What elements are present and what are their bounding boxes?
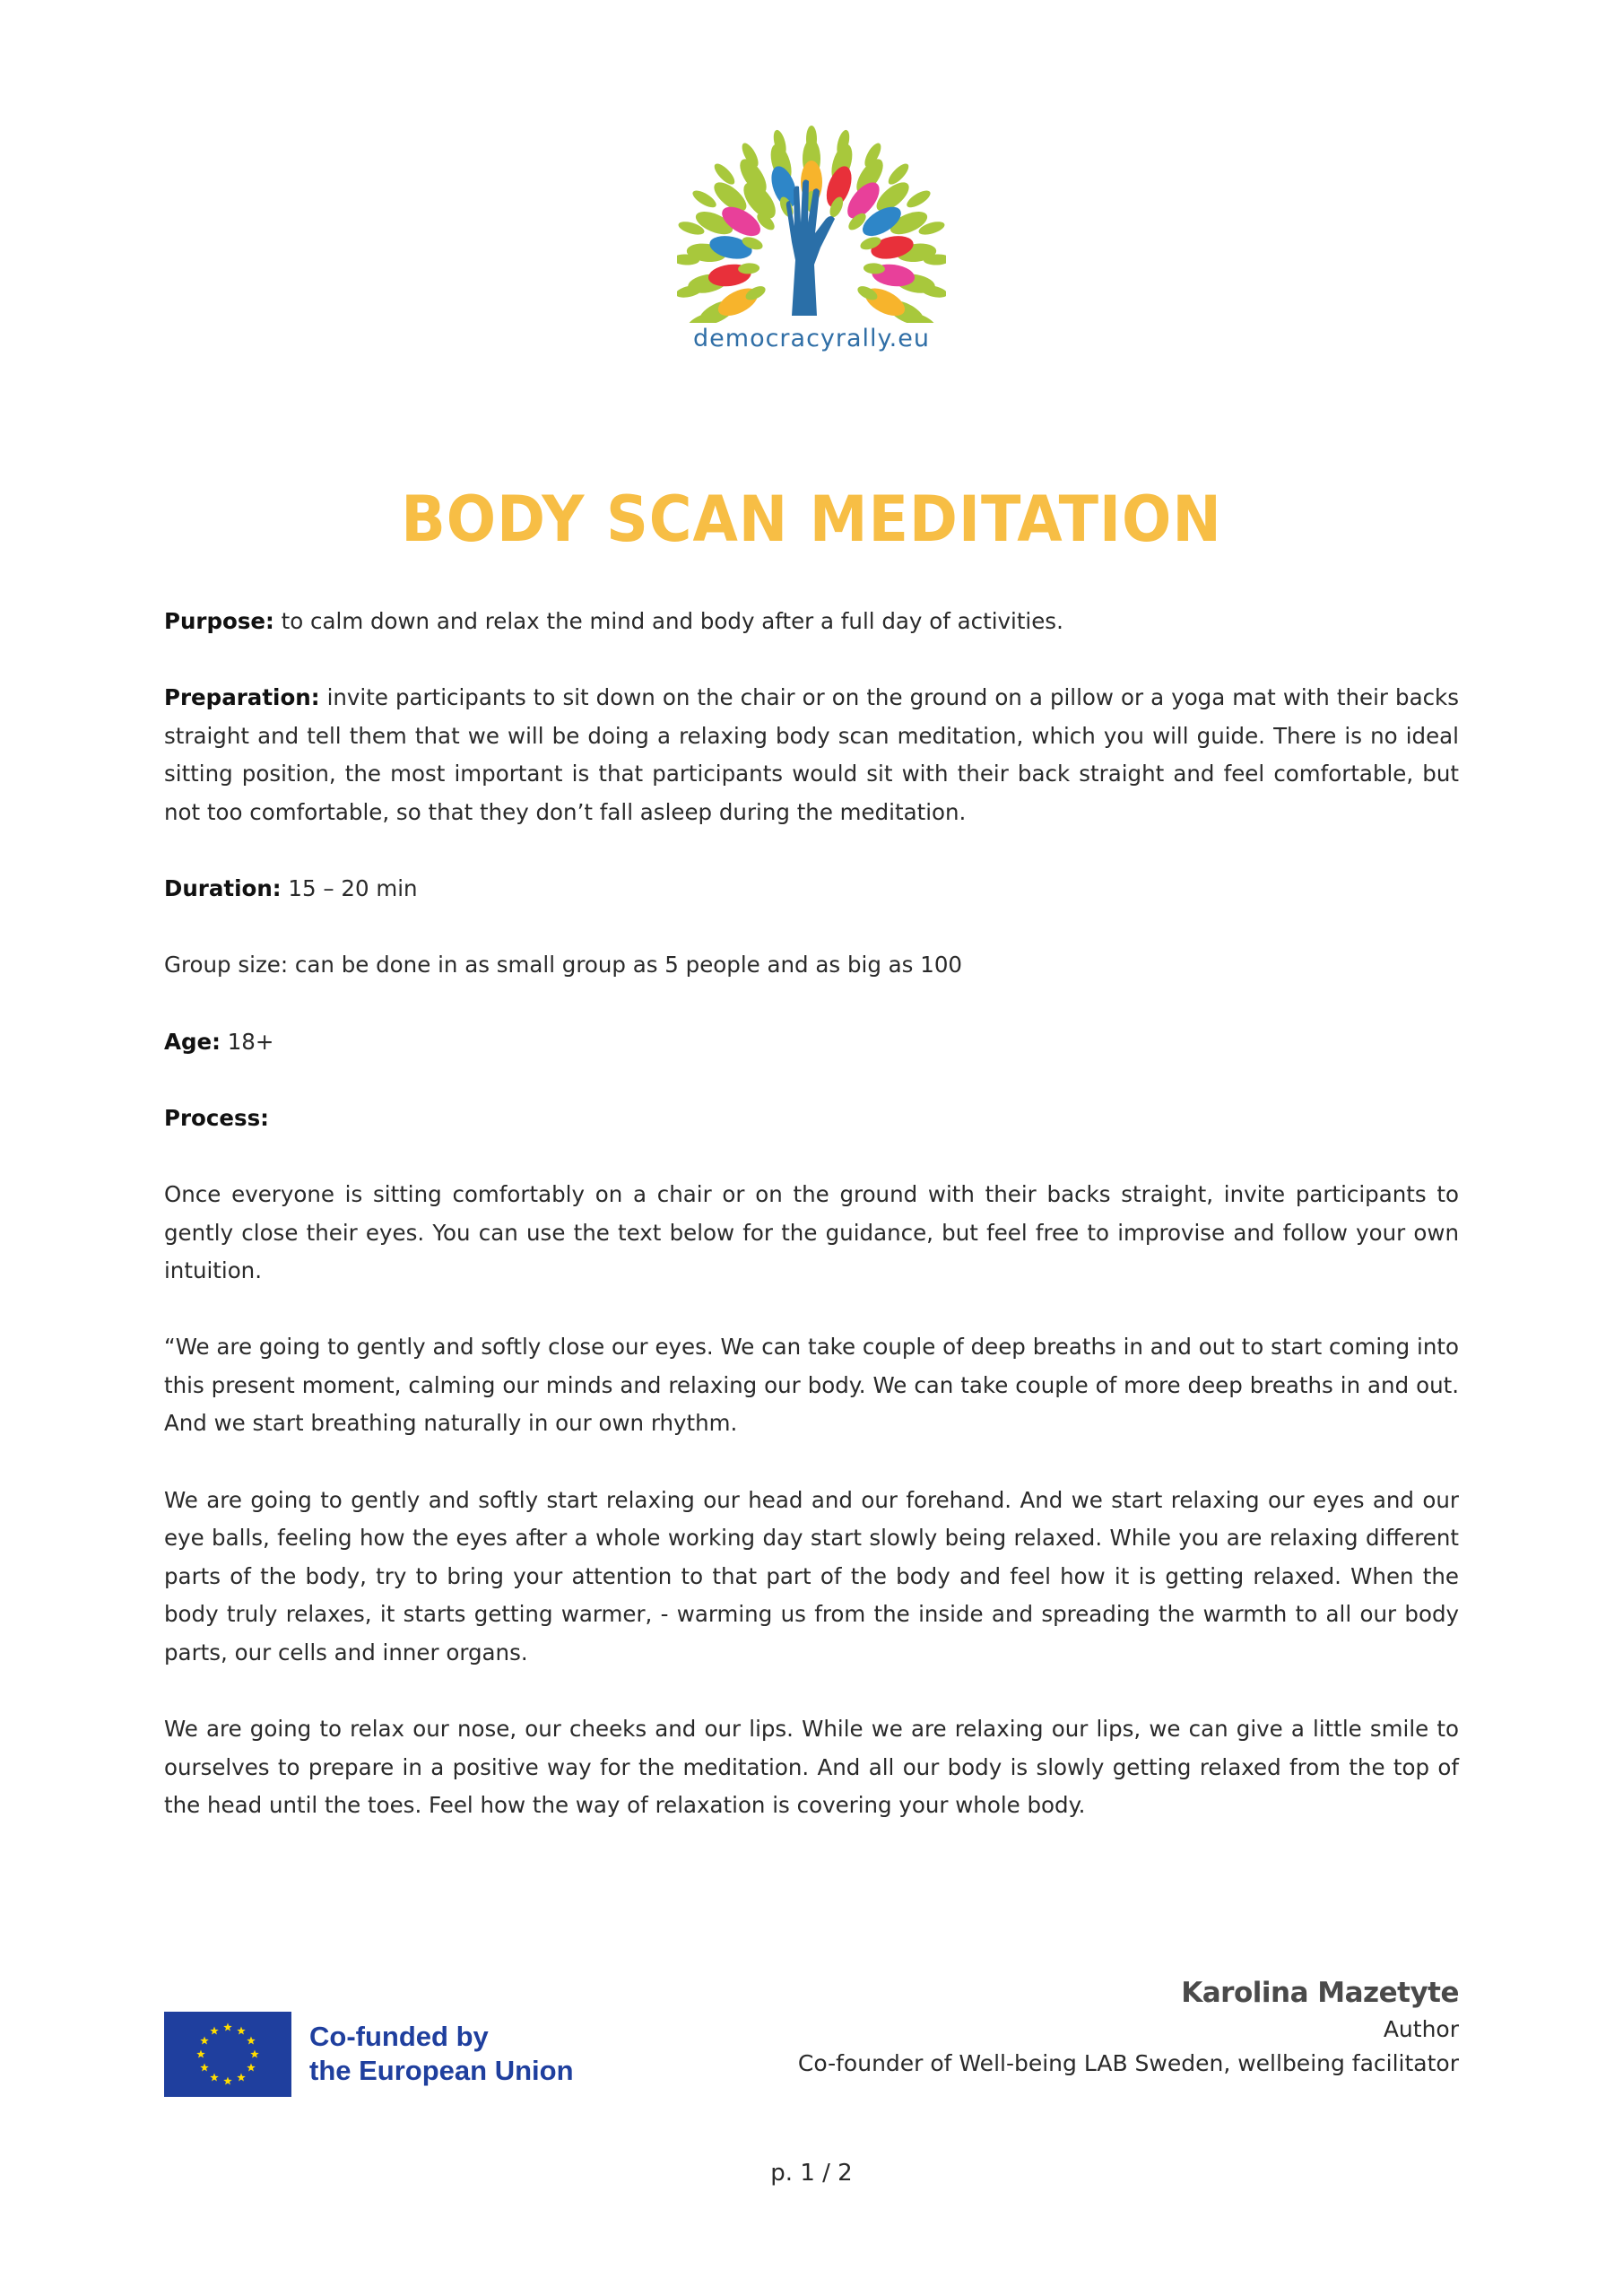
purpose-value: to calm down and relax the mind and body after a full day of activities. xyxy=(273,608,1063,634)
duration-value: 15 – 20 min xyxy=(281,875,418,902)
duration-field xyxy=(164,870,1459,909)
preparation-field xyxy=(164,679,1459,831)
author-name: Karolina Mazetyte xyxy=(1181,1977,1459,2009)
eu-line-2: the European Union xyxy=(309,2055,574,2086)
author-block xyxy=(798,1973,1459,2081)
eu-cofunded-text xyxy=(309,2020,574,2088)
eu-cofunded-badge xyxy=(164,2011,574,2097)
eu-line-1: Co-funded by xyxy=(309,2021,489,2052)
process-paragraph: We are going to gently and softly start relaxing our head and our forehand. And we start relaxing our eyes and our eye balls, feeling how the eyes after a whole working day start slowly being relaxed. While you are relaxing different parts of the body, try to bring your attention to that part of the body and feel how it is getting relaxed. When the body truly relaxes, it starts getting warmer, - warming us from the inside and spreading the warmth to all our body parts, our cells and inner organs. xyxy=(164,1486,1459,1666)
preparation-label: Preparation: xyxy=(164,684,320,711)
purpose-label: Purpose: xyxy=(164,608,274,634)
document-body xyxy=(164,603,1459,1864)
process-paragraph: We are going to relax our nose, our cheeks and our lips. While we are relaxing our lips, we can give a little smile to ourselves to prepare in a positive way for the meditation. And all our body is slowly getting relaxed from the top of the head until the toes. Feel how the way of relaxation is covering your whole body. xyxy=(164,1716,1459,1819)
age-label: Age: xyxy=(164,1028,221,1055)
democracyrally-logo xyxy=(677,108,946,368)
author-description: Co-founder of Well-being LAB Sweden, wellbeing facilitator xyxy=(797,2050,1459,2076)
preparation-value: invite participants to sit down on the chair or on the ground on a pillow or a yoga mat with their backs straight and tell them that we will be doing a relaxing body scan meditation, which you will guide. There is no ideal sitting position, the most important is that participants would sit with their back straight and feel comfortable, but not too comfortable, so that they don’t fall asleep during the meditation. xyxy=(164,684,1459,825)
logo-text: democracyrally.eu xyxy=(693,325,930,352)
group-size-field: Group size: can be done in as small group as 5 people and as big as 100 xyxy=(164,952,962,978)
page-title: BODY SCAN MEDITATION xyxy=(401,483,1222,556)
age-field xyxy=(164,1023,1459,1062)
age-value: 18+ xyxy=(220,1028,274,1055)
raised-hand-tree-icon xyxy=(677,108,946,323)
process-heading xyxy=(164,1100,1459,1138)
process-paragraph: “We are going to gently and softly close our eyes. We can take couple of deep breaths in and out to start coming into this present moment, calming our minds and relaxing our body. We can take couple of more deep breaths in and out. And we start breathing naturally in our own rhythm. xyxy=(164,1334,1459,1437)
purpose-field xyxy=(164,603,1459,641)
eu-flag-icon xyxy=(164,2012,291,2097)
process-paragraph: Once everyone is sitting comfortably on a chair or on the ground with their backs straight, invite participants to gently close their eyes. You can use the text below for the guidance, but feel free to improvise and follow your own intuition. xyxy=(164,1180,1459,1284)
author-role: Author xyxy=(1383,2016,1459,2042)
duration-label: Duration: xyxy=(164,875,282,902)
process-label: Process: xyxy=(164,1104,269,1131)
page-number: p. 1 / 2 xyxy=(770,2160,853,2187)
